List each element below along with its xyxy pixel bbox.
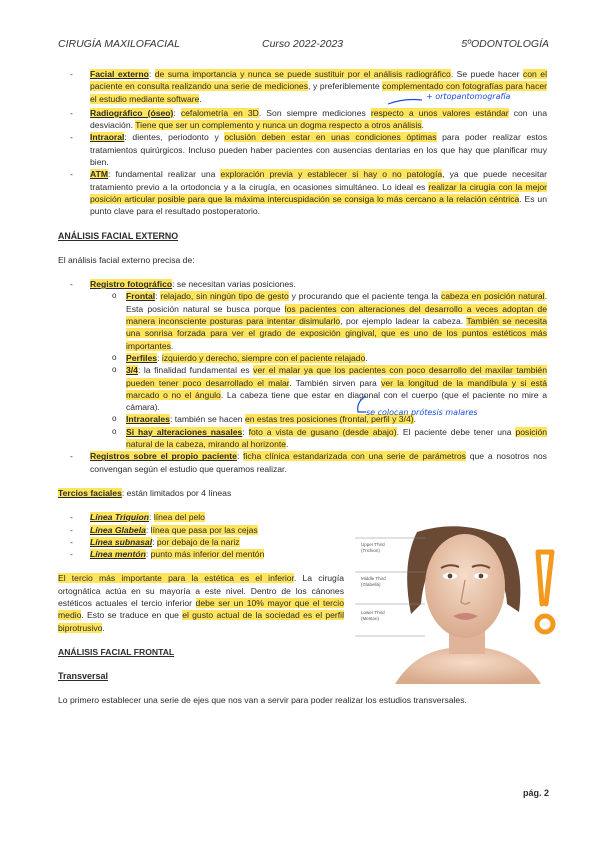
body-text: . — [421, 120, 424, 131]
header-course: CIRUGÍA MAXILOFACIAL — [58, 38, 180, 50]
page-header — [58, 38, 549, 52]
item-label: 3/4 — [126, 365, 138, 376]
body-text: . Esto se traduce en que — [81, 610, 183, 621]
list-item-subnasal: - Línea subnasal: por debajo de la nariz — [58, 536, 344, 548]
body-text: . — [102, 622, 105, 633]
body-text: : están limitados por 4 líneas — [121, 487, 232, 498]
subsection-title-transversal: Transversal — [58, 671, 109, 682]
body-text: . — [286, 439, 289, 450]
body-text: . Son siempre mediciones — [258, 107, 371, 118]
list-item-menton: - Línea mentón: punto más inferior del mentón — [58, 548, 344, 560]
body-text: que a nosotros nos convengan según el estudio que queramos realizar. — [90, 451, 547, 474]
list-item-atm — [58, 168, 547, 217]
body-text: . — [365, 352, 368, 363]
sub-item-frontal — [58, 290, 547, 351]
handwritten-arrow-icon — [352, 394, 370, 416]
body-text: . Se puede hacer — [450, 69, 523, 79]
body-text: : también se hacen — [169, 414, 245, 425]
body-text: : se necesitan varias posiciones. — [172, 279, 296, 290]
transversal-paragraph: Lo primero establecer una serie de ejes que nos van a servir para poder realizar los estudios transversales. — [58, 695, 467, 706]
figure-label-middle: Middle Third (Glabella) — [361, 576, 386, 587]
section-title-externo: ANÁLISIS FACIAL EXTERNO — [58, 230, 179, 241]
highlight-text: punto más inferior del mentón — [150, 549, 265, 560]
tercios-column — [58, 487, 344, 634]
highlight-text: Tiene que ser un complemento y nunca un dogma respecto a otros análisis — [135, 120, 422, 131]
highlight-text: ver el malar ya que los pacientes con poco desarrollo del maxilar también pueden tener poco desarrollado el malar — [126, 365, 547, 388]
item-label: Tercios faciales — [58, 487, 122, 498]
handwritten-note-protesis-malares: se colocan prótesis malares — [366, 408, 478, 417]
header-grade: 5ºODONTOLOGÍA — [461, 38, 549, 50]
list-item-intraoral — [58, 131, 547, 168]
sub-item-tres-cuartos — [58, 364, 547, 413]
body-text: . — [413, 414, 416, 425]
highlight-text: cefalometría en 3D — [180, 107, 259, 118]
body-text: . — [170, 340, 174, 351]
highlight-text: realizar la cirugía con la mejor posición articular posible para que la máxima intercuspidación se consiga lo más cercano a la relación céntrica — [90, 181, 547, 204]
list-item-registros-paciente — [58, 450, 547, 475]
item-label: Frontal — [126, 291, 156, 302]
item-label: Línea Triquion — [90, 512, 150, 523]
highlight-text: relajado, sin ningún tipo de gesto — [160, 291, 289, 302]
highlight-text: ver la longitud de la mandíbula y si está marcado o no el ángulo — [126, 377, 547, 400]
section-title-frontal: ANÁLISIS FACIAL FRONTAL — [58, 646, 175, 657]
body-text: y procurando que el paciente tenga la — [288, 291, 441, 302]
body-text: : fundamental realizar una — [107, 169, 221, 180]
item-label: ATM — [90, 169, 108, 180]
item-label: Perfiles — [126, 352, 158, 363]
highlight-text: También se necesita una sonrisa forzada para ver el grado de exposición gingival, que es uno de los puntos estéticos más importantes — [126, 316, 547, 351]
facial-thirds-figure — [355, 524, 555, 684]
item-label: Radiográfico (óseo) — [90, 107, 174, 118]
body-text: . El paciente debe tener una — [396, 426, 516, 437]
exclamation-marker-icon — [530, 548, 564, 640]
highlight-text: por debajo de la nariz — [156, 536, 240, 547]
body-text: , y preferiblemente — [308, 81, 383, 92]
highlight-text: línea del pelo — [153, 512, 205, 523]
item-label: Facial externo — [90, 69, 149, 79]
body-text: . La cirugía ortognática actúa en su mayoría a este nivel. Dentro de los cánones estéticos actuales el tercio inferior — [58, 573, 345, 608]
list-item-registro-fotografico — [58, 278, 547, 290]
list-item-triquion: - Línea Triquion: línea del pelo — [58, 511, 344, 523]
item-label: Línea mentón — [90, 549, 146, 560]
highlight-text: El tercio más importante para la estética es el inferior — [58, 573, 294, 584]
item-label: Línea subnasal — [90, 536, 153, 547]
body-text: , ya que puede necesitar tratamiento previo a la ortodoncia y a la cirugía, en ocasiones simultáneo. Lo ideal es — [90, 169, 547, 192]
list-item-radiografico: - Radiográfico (óseo): cefalometría en 3D. Son siempre mediciones respecto a unos valores estándar con una desviación. Tiene que ser un complemento y nunca un dogma respecto a otros análisis. — [58, 107, 547, 132]
highlight-text: exploración previa y establecer si hay o no patología — [220, 169, 443, 180]
body-text: . Esta posición natural se busca porque — [126, 291, 547, 314]
highlight-text: foto a vista de gusano (desde abajo) — [248, 426, 397, 437]
item-label: Si hay alteraciones nasales — [126, 426, 243, 437]
tercio-paragraph — [58, 572, 344, 633]
handwritten-arrow-icon — [386, 94, 426, 108]
highlight-text: posición natural de la cabeza, mirando al horizonte — [126, 426, 548, 450]
sub-item-nasales — [58, 426, 547, 451]
highlight-text: el gusto actual de la sociedad es el perfil biprotrusivo — [58, 610, 344, 633]
page-number: pág. 2 — [522, 788, 549, 798]
highlight-text: complementado con fotografías para hacer el estudio mediante software — [90, 81, 548, 104]
body-text: . También sirven para — [289, 377, 382, 388]
body-text: para poder realizar estos tratamientos quirúrgicos. Incluso pueden haber pacientes con ausencias dentarias en los que hay que planificar muy bien. — [90, 132, 547, 168]
header-year: Curso 2022-2023 — [262, 38, 344, 50]
highlight-text: línea que pasa por las cejas — [150, 524, 258, 535]
tercios-list — [58, 511, 344, 560]
item-label: Intraoral — [90, 132, 125, 143]
list-item-facial-externo: - Facial externo: de suma importancia y nunca se puede sustituir por el análisis radiográfico. Se puede hacer con el paciente en consulta realizando una serie de mediciones, y preferiblemente complementado con fotografías para hacer el estudio mediante software. — [58, 68, 547, 105]
sub-item-perfiles — [58, 352, 547, 364]
highlight-text: debe ser un 10% mayor que el tercio medio — [58, 597, 344, 621]
highlight-text: oclusión deben estar en unas condiciones óptimas — [224, 132, 437, 143]
section-intro: El análisis facial externo precisa de: — [58, 254, 195, 265]
highlight-text: de suma importancia y nunca se puede sustituir por el análisis radiográfico — [154, 69, 451, 79]
highlight-text: cabeza en posición natural — [440, 291, 545, 302]
highlight-text: ficha clínica estandarizada con una serie de parámetros — [243, 451, 466, 462]
item-label: Registro fotográfico — [90, 279, 173, 290]
item-label: Intraorales — [126, 414, 170, 425]
highlight-text: los pacientes con alteraciones del desarrollo a veces adoptan de manera inconsciente posturas para intentar disimularlo — [126, 303, 547, 327]
body-text: : — [236, 451, 244, 462]
highlight-text: en estas tres posiciones (frontal, perfil y 3/4) — [244, 414, 414, 425]
highlight-text: respecto a unos valores estándar — [370, 107, 509, 118]
item-label: Línea Glabela — [90, 524, 146, 535]
list-item-glabela: - Línea Glabela: línea que pasa por las cejas — [58, 524, 344, 536]
body-text: . — [199, 93, 202, 104]
body-text: : — [242, 426, 249, 437]
handwritten-note-ortopantomografia: + ortopantomografía — [426, 92, 511, 101]
body-text: con una desviación. — [90, 107, 547, 131]
body-text: . La cabeza tiene que estar en diagonal con el cuerpo (que el paciente no mire a cámara). — [126, 389, 547, 413]
body-text: : — [157, 352, 162, 363]
figure-label-lower: Lower Third (Menton) — [361, 610, 385, 621]
item-label: Registros sobre el propio paciente — [90, 451, 237, 462]
body-text: : la finalidad fundamental es — [137, 365, 254, 376]
highlight-text: con el paciente en consulta realizando una serie de mediciones — [90, 69, 547, 92]
body-text: : — [155, 291, 161, 302]
highlight-text: izquierdo y derecho, siempre con el paciente relajado — [161, 352, 366, 363]
figure-label-upper: Upper Third (Trichion) — [361, 542, 385, 553]
tercios-heading — [58, 487, 344, 499]
body-text: . Es un punto clave para el resultado postoperatorio. — [90, 193, 547, 217]
body-text: , por ejemplo ladear la cabeza. — [340, 316, 467, 327]
body-text: : dientes, periodonto y — [124, 132, 225, 143]
